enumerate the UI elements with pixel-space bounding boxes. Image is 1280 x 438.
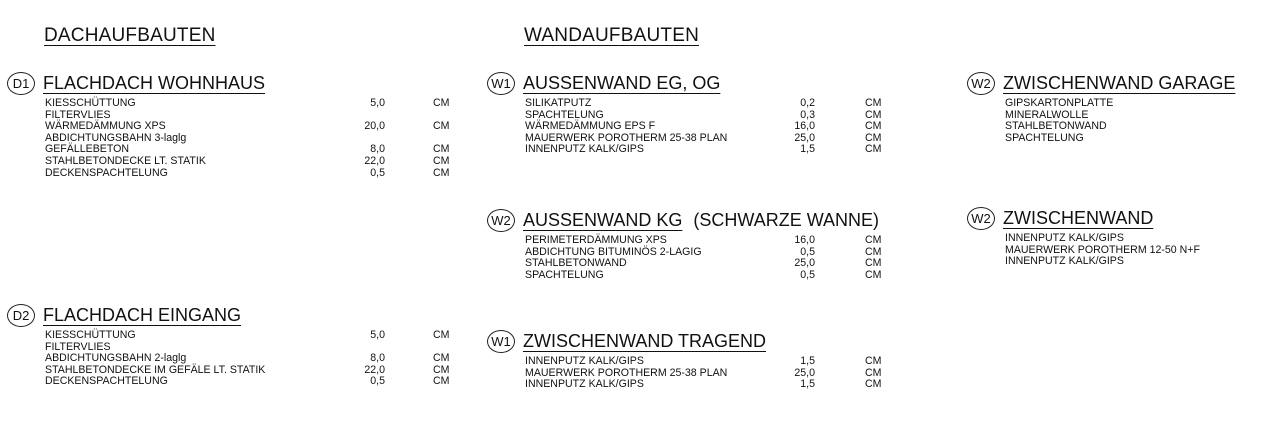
layer-name: SILIKATPUTZ <box>525 97 592 109</box>
layer-name: SPACHTELUNG <box>525 108 604 121</box>
block-code-badge: D2 <box>7 304 35 327</box>
layer-unit: CM <box>433 352 450 365</box>
layer-name: INNENPUTZ KALK/GIPS <box>525 378 644 391</box>
layer-unit: CM <box>865 108 882 121</box>
layer-unit: CM <box>865 131 882 144</box>
block-code-badge: W2 <box>967 207 995 230</box>
layer-unit: CM <box>865 245 882 258</box>
layer-unit: CM <box>865 366 882 379</box>
layer-name: DECKENSPACHTELUNG <box>45 166 168 179</box>
layer-unit: CM <box>433 143 450 156</box>
layer-name: SPACHTELUNG <box>1005 131 1084 144</box>
layer-thickness: 5,0 <box>370 329 385 341</box>
block-title-text: FLACHDACH EINGANG <box>43 305 242 325</box>
layer-name: STAHLBETONDECKE LT. STATIK <box>45 154 206 167</box>
layer-thickness: 0,5 <box>800 245 815 258</box>
layer-thickness: 0,3 <box>800 108 815 121</box>
layer-thickness: 1,5 <box>800 378 815 391</box>
layer-unit: CM <box>865 97 882 109</box>
layer-thickness: 25,0 <box>794 131 815 144</box>
layer-name: ABDICHTUNGSBAHN 2-laglg <box>45 352 187 365</box>
layer-thickness: 16,0 <box>794 234 815 246</box>
layer-name: INNENPUTZ KALK/GIPS <box>525 355 644 367</box>
layer-name: MAUERWERK POROTHERM 25-38 PLAN <box>525 131 728 144</box>
block-title-text: FLACHDACH WOHNHAUS <box>43 73 266 93</box>
section-title-dachaufbauten: DACHAUFBAUTEN <box>44 25 216 46</box>
layer-name: GIPSKARTONPLATTE <box>1005 97 1114 109</box>
block-title <box>1003 207 1153 229</box>
layer-name: ABDICHTUNG BITUMINÖS 2-LAGIG <box>525 245 702 258</box>
layer-unit: CM <box>433 154 450 167</box>
block-code-badge: W1 <box>487 72 515 95</box>
block-title-text: ZWISCHENWAND <box>1003 208 1154 228</box>
layer-unit: CM <box>865 378 882 391</box>
block-title-text: ZWISCHENWAND GARAGE <box>1003 73 1236 93</box>
layer-name: STAHLBETONWAND <box>1005 120 1107 133</box>
layer-thickness: 0,5 <box>370 166 385 179</box>
layer-name: SPACHTELUNG <box>525 268 604 281</box>
block-title <box>1003 72 1235 94</box>
block-title <box>43 72 265 94</box>
layer-name: KIESSCHÜTTUNG <box>45 97 136 109</box>
block-code-badge: W2 <box>487 209 515 232</box>
layer-unit: CM <box>433 120 450 133</box>
layer-unit: CM <box>433 97 450 109</box>
layer-name: PERIMETERDÄMMUNG XPS <box>525 234 667 246</box>
layer-thickness: 0,5 <box>800 268 815 281</box>
section-title-wandaufbauten: WANDAUFBAUTEN <box>524 25 700 46</box>
layer-name: INNENPUTZ KALK/GIPS <box>1005 255 1124 268</box>
block-title <box>523 72 720 94</box>
layer-name: INNENPUTZ KALK/GIPS <box>1005 232 1124 244</box>
layer-thickness: 25,0 <box>794 257 815 270</box>
layer-unit: CM <box>865 234 882 246</box>
layer-unit: CM <box>865 143 882 156</box>
layer-unit: CM <box>865 120 882 133</box>
layer-name: STAHLBETONDECKE IM GEFÄLE LT. STATIK <box>45 363 266 376</box>
layer-name: GEFÄLLEBETON <box>45 143 129 156</box>
layer-thickness: 1,5 <box>800 143 815 156</box>
block-title-text: AUSSENWAND EG, OG <box>523 73 721 93</box>
layer-name: MAUERWERK POROTHERM 25-38 PLAN <box>525 366 728 379</box>
block-title-text: ZWISCHENWAND TRAGEND <box>523 331 766 351</box>
layer-thickness: 25,0 <box>794 366 815 379</box>
layer-unit: CM <box>865 257 882 270</box>
block-title <box>523 209 879 231</box>
layer-unit: CM <box>433 329 450 341</box>
layer-name: WÄRMEDÄMMUNG EPS F <box>525 120 656 133</box>
layer-name: FILTERVLIES <box>45 340 111 353</box>
layer-thickness: 22,0 <box>364 363 385 376</box>
layer-thickness: 20,0 <box>364 120 385 133</box>
layer-name: FILTERVLIES <box>45 108 111 121</box>
block-title-extra: (SCHWARZE WANNE) <box>693 210 880 230</box>
layer-thickness: 1,5 <box>800 355 815 367</box>
block-title <box>43 304 241 326</box>
layer-unit: CM <box>865 268 882 281</box>
layer-thickness: 0,2 <box>800 97 815 109</box>
layer-unit: CM <box>433 375 450 388</box>
block-code-badge: W1 <box>487 330 515 353</box>
layer-unit: CM <box>865 355 882 367</box>
block-code-badge: D1 <box>7 72 35 95</box>
layer-thickness: 5,0 <box>370 97 385 109</box>
layer-name: MINERALWOLLE <box>1005 108 1089 121</box>
block-title-text: AUSSENWAND KG <box>523 210 683 230</box>
layer-name: INNENPUTZ KALK/GIPS <box>525 143 644 156</box>
layer-thickness: 8,0 <box>370 352 385 365</box>
layer-name: ABDICHTUNGSBAHN 3-laglg <box>45 131 187 144</box>
layer-thickness: 22,0 <box>364 154 385 167</box>
layer-name: KIESSCHÜTTUNG <box>45 329 136 341</box>
layer-unit: CM <box>433 363 450 376</box>
layer-thickness: 0,5 <box>370 375 385 388</box>
layer-name: STAHLBETONWAND <box>525 257 627 270</box>
layer-name: WÄRMEDÄMMUNG XPS <box>45 120 166 133</box>
layer-unit: CM <box>433 166 450 179</box>
layer-name: DECKENSPACHTELUNG <box>45 375 168 388</box>
layer-name: MAUERWERK POROTHERM 12-50 N+F <box>1005 243 1200 256</box>
block-title <box>523 330 766 352</box>
block-code-badge: W2 <box>967 72 995 95</box>
layer-thickness: 8,0 <box>370 143 385 156</box>
layer-thickness: 16,0 <box>794 120 815 133</box>
